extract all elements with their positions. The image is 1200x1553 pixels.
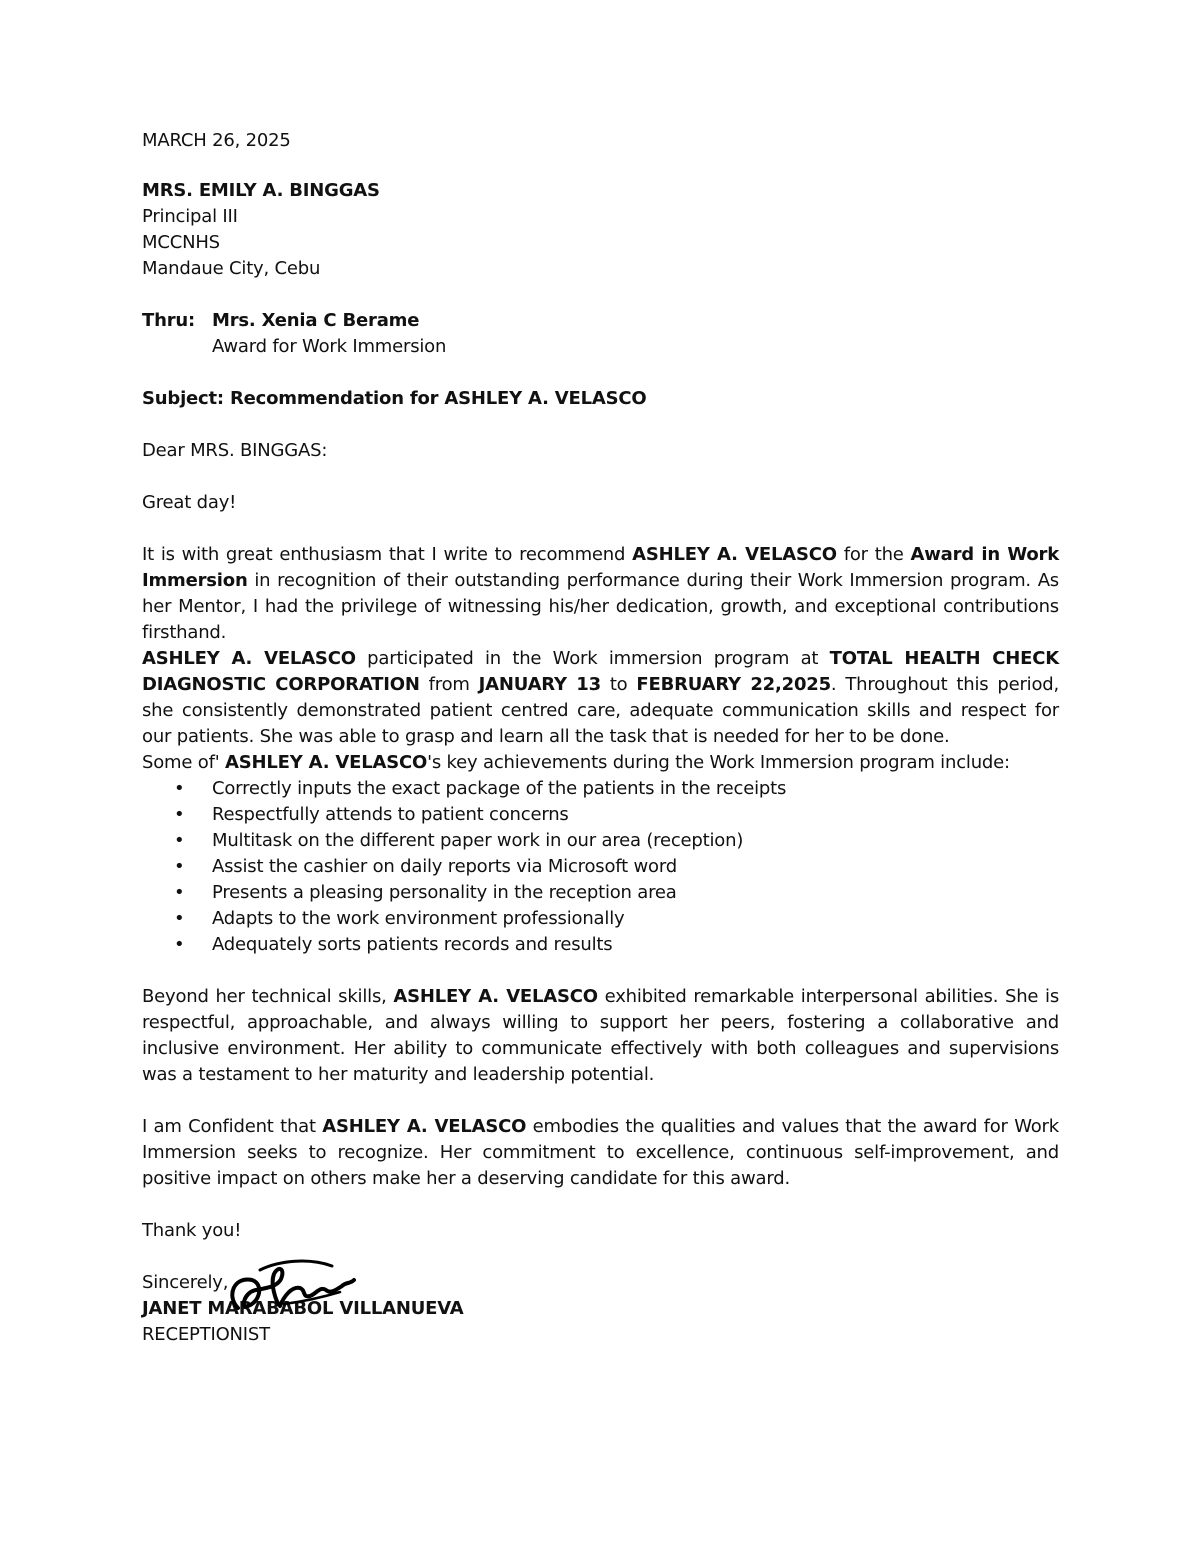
signer-position: RECEPTIONIST (142, 1324, 270, 1345)
text: from (419, 674, 479, 695)
bullet-icon: • (174, 934, 185, 955)
achievements-list (142, 776, 1059, 958)
company-name: TOTAL HEALTH CHECK DIAGNOSTIC CORPORATION (142, 648, 1059, 695)
list-item-text: Multitask on the different paper work in our area (reception) (212, 830, 744, 851)
bullet-icon: • (174, 856, 185, 877)
award-name: Award in Work Immersion (142, 544, 1059, 591)
salutation: Dear MRS. BINGGAS: (142, 440, 328, 461)
student-name: ASHLEY A. VELASCO (632, 544, 837, 565)
recipient-title: Principal III (142, 206, 238, 227)
list-item (142, 776, 1059, 802)
list-item-text: Presents a pleasing personality in the reception area (212, 882, 677, 903)
text: I am Confident that (142, 1116, 323, 1137)
subject-line: Subject: Recommendation for ASHLEY A. VELASCO (142, 388, 647, 409)
thru-block (142, 308, 1059, 360)
list-item (142, 828, 1059, 854)
text: 's key achievements during the Work Immersion program include: (427, 752, 1010, 773)
paragraph-confidence (142, 1114, 1059, 1192)
bullet-icon: • (174, 908, 185, 929)
bullet-icon: • (174, 804, 185, 825)
thru-label: Thru: (142, 310, 195, 331)
thru-name: Mrs. Xenia C Berame (212, 310, 420, 331)
list-item-text: Respectfully attends to patient concerns (212, 804, 569, 825)
text: in recognition of their outstanding performance during their Work Immersion program. As her Mentor, I had the privilege of witnessing his/her dedication, growth, and exceptional contributions firsthand. (142, 570, 1059, 643)
bullet-icon: • (174, 830, 185, 851)
list-item (142, 880, 1059, 906)
list-item-text: Adequately sorts patients records and results (212, 934, 613, 955)
recipient-name: MRS. EMILY A. BINGGAS (142, 180, 380, 201)
paragraph-recommendation (142, 542, 1059, 646)
signature-block (142, 1270, 1059, 1348)
recipient-block (142, 178, 1059, 282)
list-item (142, 906, 1059, 932)
text: to (600, 674, 637, 695)
student-name: ASHLEY A. VELASCO (393, 986, 598, 1007)
greeting: Great day! (142, 492, 237, 513)
list-item-text: Assist the cashier on daily reports via Microsoft word (212, 856, 677, 877)
text: Some of' (142, 752, 225, 773)
list-item-text: Correctly inputs the exact package of the patients in the receipts (212, 778, 787, 799)
student-name: ASHLEY A. VELASCO (142, 648, 356, 669)
list-item (142, 802, 1059, 828)
bullet-icon: • (174, 882, 185, 903)
paragraph-participation (142, 646, 1059, 750)
recipient-address: Mandaue City, Cebu (142, 258, 321, 279)
student-name: ASHLEY A. VELASCO (322, 1116, 527, 1137)
text: . Throughout this period, she consistently demonstrated patient centred care, adequate communication skills and respect for our patients. She was able to grasp and learn all the task that is needed for her to be done. (142, 674, 1060, 747)
end-date: FEBRUARY 22,2025 (636, 674, 831, 695)
text: It is with great enthusiasm that I write to recommend (142, 544, 633, 565)
closing-line: Sincerely, (142, 1272, 229, 1293)
bullet-icon: • (174, 778, 185, 799)
letter (142, 128, 1059, 1348)
recipient-school: MCCNHS (142, 232, 220, 253)
text: embodies the qualities and values that the award for Work Immersion seeks to recognize. Her commitment to excellence, continuous self-improvement, and positive impact on others make her a deserving candidate for this award. (142, 1116, 1059, 1189)
achievements-intro (142, 750, 1059, 776)
signer-name: JANET MARABABOL VILLANUEVA (142, 1298, 464, 1319)
text: for the (836, 544, 911, 565)
letter-date: MARCH 26, 2025 (142, 130, 291, 151)
list-item (142, 932, 1059, 958)
thru-role: Award for Work Immersion (212, 336, 447, 357)
text: participated in the Work immersion program at (355, 648, 830, 669)
paragraph-interpersonal (142, 984, 1059, 1088)
list-item-text: Adapts to the work environment professionally (212, 908, 625, 929)
text: Beyond her technical skills, (142, 986, 394, 1007)
start-date: JANUARY 13 (478, 674, 601, 695)
thanks-line: Thank you! (142, 1220, 242, 1241)
student-name: ASHLEY A. VELASCO (225, 752, 428, 773)
list-item (142, 854, 1059, 880)
text: exhibited remarkable interpersonal abilities. She is respectful, approachable, and always willing to support her peers, fostering a collaborative and inclusive environment. Her ability to communicate effectively with both colleagues and supervisions was a testament to her maturity and leadership potential. (142, 986, 1059, 1085)
